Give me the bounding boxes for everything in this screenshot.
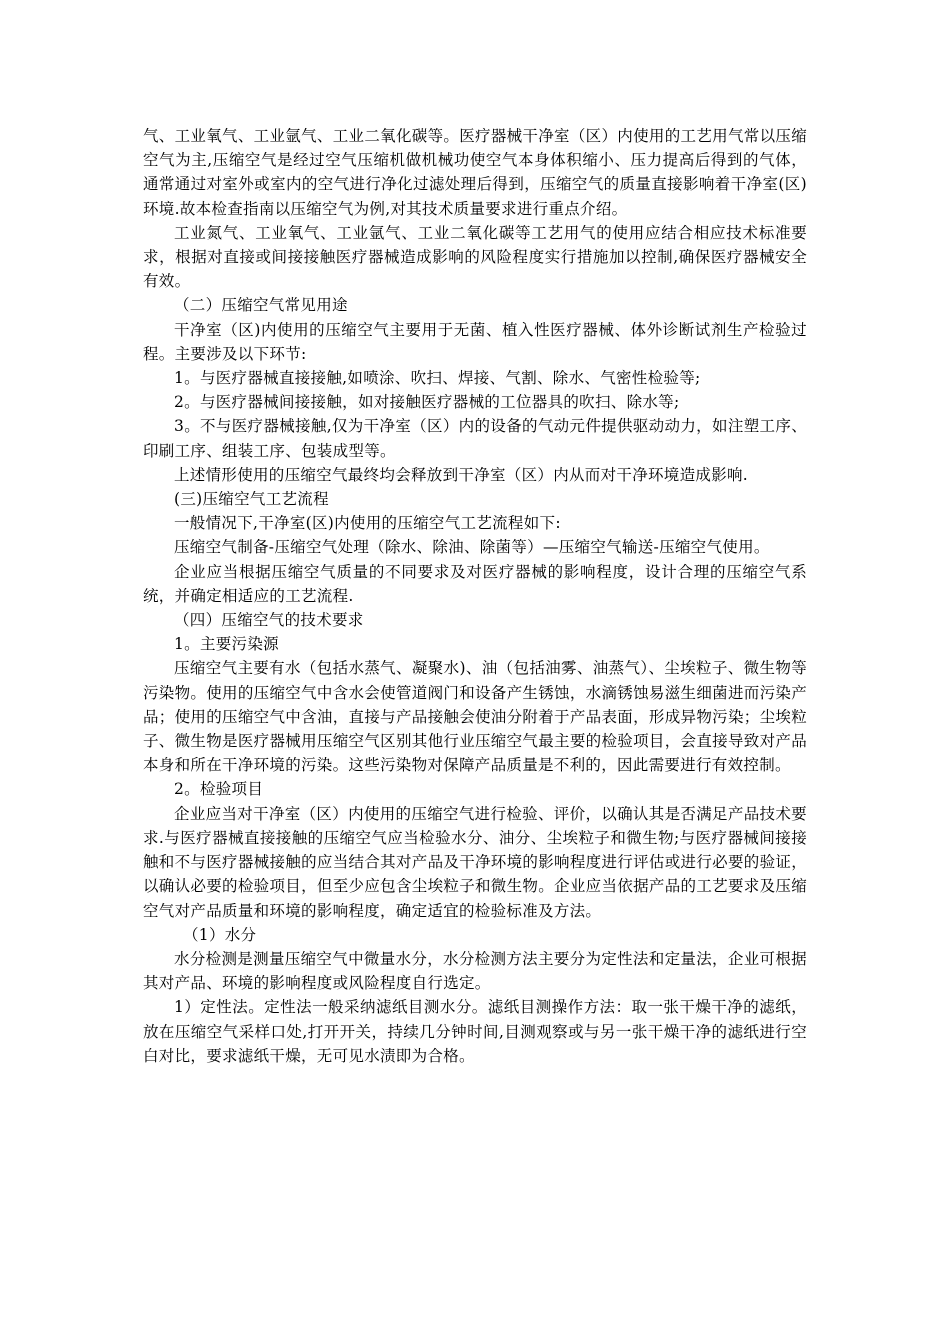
section-heading-common-uses: （二）压缩空气常见用途 xyxy=(174,296,348,315)
document-body xyxy=(143,124,807,1068)
paragraph-release-impact: 上述情形使用的压缩空气最终均会释放到干净室（区）内从而对干净环境造成影响. xyxy=(174,465,749,484)
sub-heading-pollution-sources: 1。主要污染源 xyxy=(174,635,279,654)
paragraph-qualitative-method: 1）定性法。定性法一般采纳滤纸目测水分。滤纸目测操作方法：取一张干燥干净的滤纸，放在压缩空气采样口处,打开开关，持续几分钟时间,目测观察或与另一张干燥干净的滤纸进行空白对比，要求滤纸干燥，无可见水渍即为合格。 xyxy=(143,998,807,1065)
sub-heading-moisture: （1）水分 xyxy=(183,925,257,944)
list-item-no-contact: 3。不与医疗器械接触,仅为干净室（区）内的设备的气动元件提供驱动动力，如注塑工序、印刷工序、组装工序、包装成型等。 xyxy=(143,417,807,460)
paragraph-pollutants: 压缩空气主要有水（包括水蒸气、凝聚水)、油（包括油雾、油蒸气）、尘埃粒子、微生物等污染物。使用的压缩空气中含水会使管道阀门和设备产生锈蚀，水滴锈蚀易滋生细菌进而污染产品；使用的压缩空气中含油，直接与产品接触会使油分附着于产品表面，形成异物污染；尘埃粒子、微生物是医疗器械用压缩空气区别其他行业压缩空气最主要的检验项目，会直接导致对产品本身和所在干净环境的污染。这些污染物对保障产品质量是不利的，因此需要进行有效控制。 xyxy=(143,659,807,775)
list-item-indirect-contact: 2。与医疗器械间接接触，如对接触医疗器械的工位器具的吹扫、除水等; xyxy=(174,393,680,412)
paragraph-uses-intro: 干净室（区)内使用的压缩空气主要用于无菌、植入性医疗器械、体外诊断试剂生产检验过程。主要涉及以下环节: xyxy=(143,320,807,363)
paragraph-flow-intro: 一般情况下,干净室(区)内使用的压缩空气工艺流程如下: xyxy=(174,514,561,533)
list-item-direct-contact: 1。与医疗器械直接接触,如喷涂、吹扫、焊接、气割、除水、气密性检验等; xyxy=(174,369,701,388)
sub-heading-inspection-items: 2。检验项目 xyxy=(174,780,264,799)
section-heading-process-flow: (三)压缩空气工艺流程 xyxy=(174,490,329,509)
paragraph-continued: 气、工业氧气、工业氩气、工业二氧化碳等。医疗器械干净室（区）内使用的工艺用气常以压缩空气为主,压缩空气是经过空气压缩机做机械功使空气本身体积缩小、压力提高后得到的气体，通常通过对室外或室内的空气进行净化过滤处理后得到，压缩空气的质量直接影响着干净室(区)环境.故本检查指南以压缩空气为例,对其技术质量要求进行重点介绍。 xyxy=(143,127,807,218)
paragraph-flow-steps: 压缩空气制备-压缩空气处理（除水、除油、除菌等）—压缩空气输送-压缩空气使用。 xyxy=(174,538,770,557)
paragraph-system-design: 企业应当根据压缩空气质量的不同要求及对医疗器械的影响程度，设计合理的压缩空气系统，并确定相适应的工艺流程. xyxy=(143,562,807,605)
paragraph-process-gas-standards: 工业氮气、工业氧气、工业氩气、工业二氧化碳等工艺用气的使用应结合相应技术标准要求，根据对直接或间接接触医疗器械造成影响的风险程度实行措施加以控制,确保医疗器械安全有效。 xyxy=(143,223,807,291)
section-heading-technical-requirements: （四）压缩空气的技术要求 xyxy=(174,611,364,630)
paragraph-inspection-requirements: 企业应当对干净室（区）内使用的压缩空气进行检验、评价，以确认其是否满足产品技术要求.与医疗器械直接接触的压缩空气应当检验水分、油分、尘埃粒子和微生物;与医疗器械间接接触和不与医疗器械接触的应当结合其对产品及干净环境的影响程度进行评估或进行必要的验证，以确认必要的检验项目，但至少应包含尘埃粒子和微生物。企业应当依据产品的工艺要求及压缩空气对产品质量和环境的影响程度，确定适宜的检验标准及方法。 xyxy=(143,804,807,920)
paragraph-moisture-methods: 水分检测是测量压缩空气中微量水分，水分检测方法主要分为定性法和定量法，企业可根据其对产品、环境的影响程度或风险程度自行选定。 xyxy=(143,949,807,993)
